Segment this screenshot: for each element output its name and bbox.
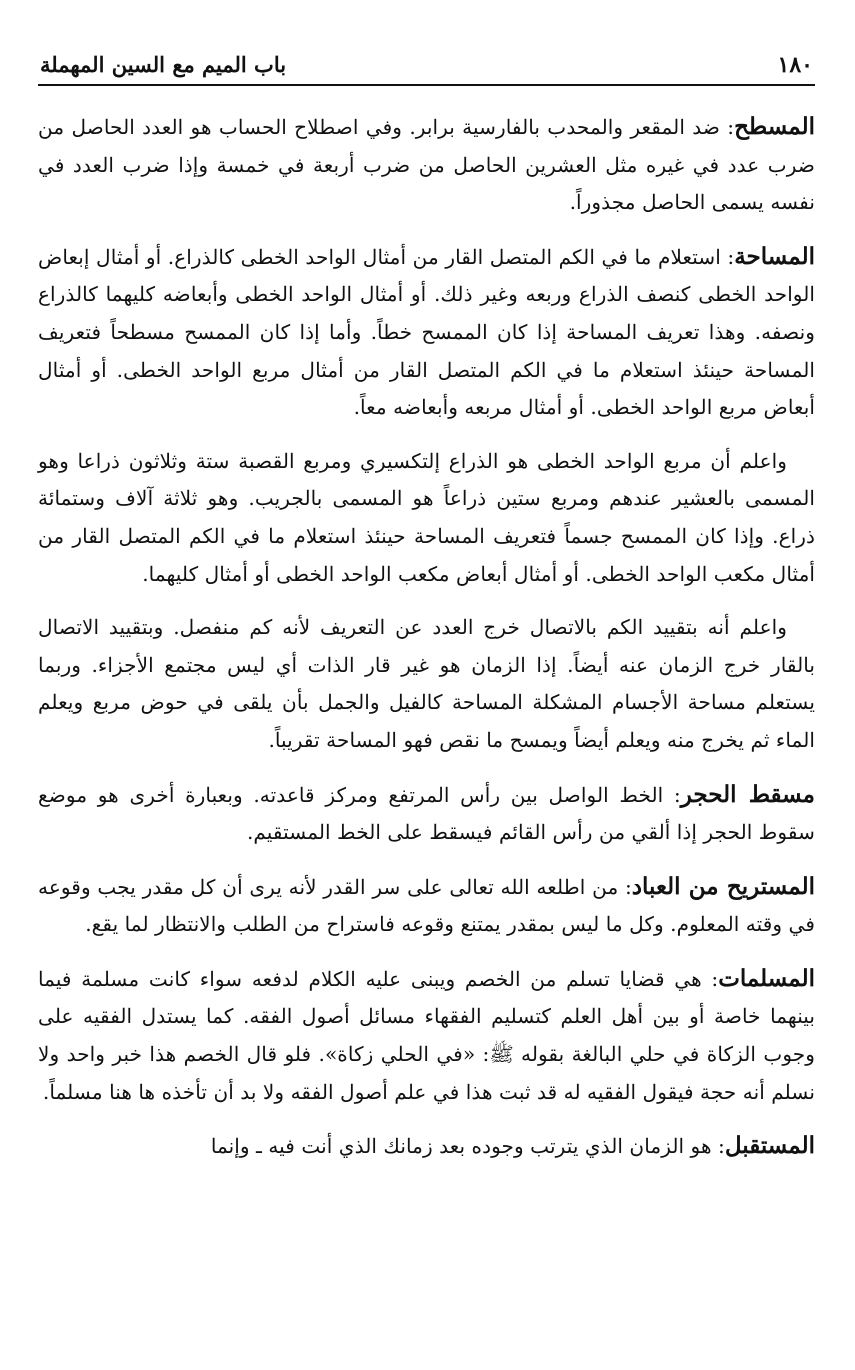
entry-paragraph-text: واعلم أنه بتقييد الكم بالاتصال خرج العدد عن التعريف لأنه كم منفصل. وبتقييد الاتصال بالقار خرج الزمان عنه أيضاً. إذا الزمان هو غير قار الذات أي ليس مجتمع الأجزاء. وربما يستعلم مساحة الأجسام المشكلة المساحة كالفيل والجمل بأن يلقى في حوض مربع ويعلم الماء ثم يخرج منه ويعلم أيضاً ويمسح ما نقص فهو المساحة تقريباً. <box>38 615 815 752</box>
entry-term: المسلمات <box>718 964 815 992</box>
entry-al-musallamat <box>38 960 815 1111</box>
entry-definition: : الخط الواصل بين رأس المرتفع ومركز قاعدته. وبعبارة أخرى هو موضع سقوط الحجر إذا ألقي من رأس القائم فيسقط على الخط المستقيم. <box>38 782 815 845</box>
entry-paragraph-square-unit <box>38 443 815 593</box>
entry-al-mustaqbal <box>38 1127 815 1166</box>
entry-definition: : هي قضايا تسلم من الخصم ويبنى عليه الكلام لدفعه سواء كانت مسلمة فيما بينهما خاصة أو بين أهل العلم كتسليم الفقهاء مسائل أصول الفقه. كما يستدل الفقيه على وجوب الزكاة في حلي البالغة بقوله ﷺ: «في الحلي زكاة». فلو قال الخصم هذا خبر واحد ولا نسلم أنه حجة فيقول الفقيه له قد ثبت هذا في علم أصول الفقه ولا بد أن تأخذه ها هنا مسلماً. <box>38 966 815 1104</box>
entry-paragraph-continuity <box>38 609 815 759</box>
entry-definition: : هو الزمان الذي يترتب وجوده بعد زمانك الذي أنت فيه ـ وإنما <box>210 1134 725 1159</box>
chapter-title: باب الميم مع السين المهملة <box>40 52 287 77</box>
entry-term: المسطح <box>734 113 815 140</box>
entry-al-mustarih <box>38 868 815 944</box>
entry-al-musattah <box>38 108 815 222</box>
entry-definition: : ضد المقعر والمحدب بالفارسية برابر. وفي اصطلاح الحساب هو العدد الحاصل من ضرب عدد في غيره مثل العشرين الحاصل من ضرب أربعة في خمسة وإذا ضرب العدد في نفسه يسمى الحاصل مجذوراً. <box>38 115 815 215</box>
entry-term: المساحة <box>734 242 815 270</box>
entry-al-misaha <box>38 238 815 427</box>
entry-paragraph-text: واعلم أن مربع الواحد الخطى هو الذراع إلتكسيري ومربع القصبة ستة وثلاثون ذراعا وهو المسمى بالعشير عندهم ومربع ستين ذراعاً هو المسمى بالجريب. وهو ثلاثة آلاف وستمائة ذراع. وإذا كان الممسح جسماً فتعريف المساحة حينئذ استعلام ما في الكم المتصل القار من أمثال مكعب الواحد الخطى. أو أمثال أبعاض مكعب الواحد الخطى أو أمثال كليهما. <box>38 448 815 586</box>
entry-definition: : استعلام ما في الكم المتصل القار من أمثال الواحد الخطى كالذراع. أو أمثال إبعاض الواحد الخطى كنصف الذراع وربعه وغير ذلك. أو أمثال الواحد الخطى وأبعاضه كليهما كالذراع ونصفه. وهذا تعريف المساحة إذا كان الممسح خطاً. وأما إذا كان الممسح مسطحاً فتعريف المساحة حينئذ استعلام ما في الكم المتصل القار من أمثال مربع الواحد الخطى. أو أمثال أبعاض مربع الواحد الخطى. أو أمثال مربعه وأبعاضه معاً. <box>38 244 815 420</box>
entry-masqat-al-hajar <box>38 776 815 852</box>
entry-term: المستريح من العباد <box>631 872 815 900</box>
entry-definition: : من اطلعه الله تعالى على سر القدر لأنه يرى أن كل مقدر يجب وقوعه في وقته المعلوم. وكل ما ليس بمقدر يمتنع وقوعه فاستراح من الطلب والانتظار لما يقع. <box>38 874 815 937</box>
page-number: ١٨٠ <box>777 52 813 78</box>
entry-term: مسقط الحجر <box>680 780 816 808</box>
entry-term: المستقبل <box>724 1132 815 1160</box>
running-head <box>38 52 815 86</box>
